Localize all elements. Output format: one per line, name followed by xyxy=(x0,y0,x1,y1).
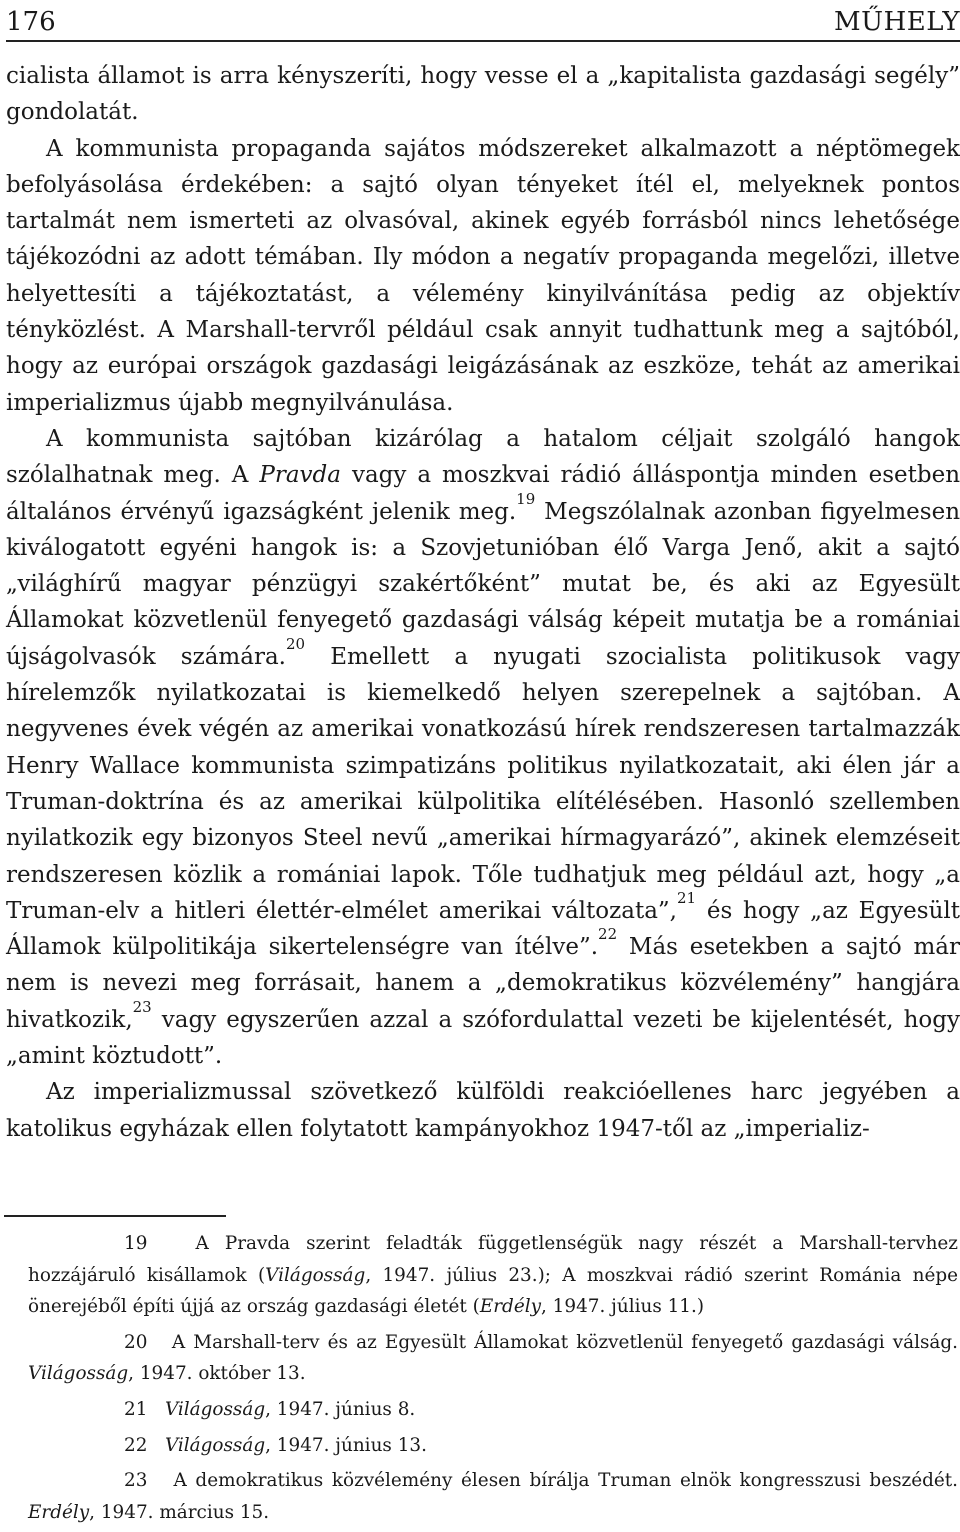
footnote-text: , 1947. október 13. xyxy=(128,1363,306,1385)
footnote-number: 22 xyxy=(124,1434,148,1456)
footnote-text: , 1947. június 8. xyxy=(265,1398,416,1420)
footnote-20 xyxy=(28,1327,958,1390)
footnote-number: 21 xyxy=(124,1398,148,1420)
footnote-ref-20[interactable]: 20 xyxy=(285,634,306,653)
footnote-21 xyxy=(28,1394,958,1426)
footnote-text: A demokratikus közvélemény élesen bírálja Truman elnök kongresszusi beszédét. xyxy=(173,1470,958,1492)
footnote-22 xyxy=(28,1430,958,1462)
footnote-text: A Pravda szerint feladták függetlenségük nagy részét a Marshall-tervhez hozzájáruló kisállamok ( xyxy=(28,1233,958,1286)
text-run: és hogy „az Egyesült Államok külpolitikája sikertelenségre van ítélve”. xyxy=(6,897,960,961)
footnote-ref-19[interactable]: 19 xyxy=(516,489,536,508)
footnotes xyxy=(28,1228,958,1532)
footnote-text: A Marshall-terv és az Egyesült Államokat közvetlenül fenyegető gazdasági válság. xyxy=(171,1331,958,1353)
footnote-text: , 1947. június 13. xyxy=(265,1434,427,1456)
footnote-number: 19 xyxy=(124,1233,148,1254)
italic-title: Világosság xyxy=(28,1363,129,1385)
footnote-rule xyxy=(4,1215,226,1217)
italic-title: Erdély xyxy=(28,1501,90,1523)
main-text xyxy=(6,58,960,1147)
italic-title: Világosság xyxy=(164,1398,266,1420)
paragraph-1: cialista államot is arra kényszeríti, hogy vesse el a „kapitalista gazdasági segély” gondolatát. xyxy=(6,63,960,126)
footnote-ref-23[interactable]: 23 xyxy=(132,997,152,1016)
footnote-text: , 1947. július 23.); A moszkvai rádió szerint Románia népe önerejéből építi újjá az ország gazdasági életét ( xyxy=(28,1264,958,1318)
text-run: Megszólalnak azonban figyelmesen kiválogatott egyéni hangok is: a Szovjetunióban élő Varga Jenő, akit a sajtó „világhírű magyar pénzügyi szakértőként” mutat be, és aki az Egyesült Államokat közvetlenül fenyegető gazdasági válság képeit mutatja be a romániai újságolvasók számára. xyxy=(6,498,960,670)
text-run: Emellett a nyugati szocialista politikusok vagy hírelemzők nyilatkozatai is kiemelkedő helyen szerepelnek a sajtóban. A negyvenes évek végén az amerikai vonatkozású hírek rendszeresen tartalmazzák Henry Wallace kommunista szimpatizáns politikus nyilatkozatait, aki élen jár a Truman-doktrína és az amerikai külpolitika elítélésében. Hasonló szellemben nyilatkozik egy bizonyos Steel nevű „amerikai hírmagyarázó”, akinek elemzéseit rendszeresen közlik a romániai lapok. Tőle tudhatjuk meg például azt, hogy „a Truman-elv a hitleri élettér-elmélet amerikai változata”, xyxy=(6,643,960,924)
paragraph-3 xyxy=(6,421,960,1074)
header-rule xyxy=(6,40,960,42)
paragraph-2: A kommunista propaganda sajátos módszereket alkalmazott a néptömegek befolyásolása érdekében: a sajtó olyan tényeket ítél el, melyeknek pontos tartalmát nem ismerteti az olvasóval, akinek egyéb forrásból nincs lehetősége tájékozódni az adott témában. Ily módon a negatív propaganda megelőzi, illetve helyettesíti a tájékoztatást, a vélemény kinyilvánítása pedig az objektív tényközlést. A Marshall-tervről például csak annyit tudhattunk meg a sajtóból, hogy az európai országok gazdasági leigázásának az eszköze, tehát az amerikai imperializmus újabb megnyilvánulása. xyxy=(6,135,960,416)
italic-title: Világosság xyxy=(164,1434,266,1456)
text-run: vagy a moszkvai rádió álláspontja minden esetben általános érvényű igazságként jelenik meg. xyxy=(6,462,960,525)
footnote-23 xyxy=(28,1465,958,1528)
paragraph-4: Az imperializmussal szövetkező külföldi reakcióellenes harc jegyében a katolikus egyházak ellen folytatott kampányokhoz 1947-től az „imperializ- xyxy=(6,1079,960,1142)
page-number: 176 xyxy=(6,7,56,37)
italic-title: Pravda xyxy=(259,462,341,489)
italic-title: Világosság xyxy=(265,1264,366,1286)
footnote-number: 23 xyxy=(124,1470,148,1492)
footnote-19 xyxy=(28,1228,958,1323)
text-run: Más esetekben a sajtó már nem is nevezi meg forrásait, hanem a „demokratikus közvélemény” hangjára hivatkozik, xyxy=(6,934,960,1033)
text-run: A kommunista sajtóban kizárólag a hatalom céljait szolgáló hangok szólalhatnak meg. A xyxy=(6,425,960,489)
footnote-text: , 1947. március 15. xyxy=(89,1501,270,1523)
text-run: vagy egyszerűen azzal a szófordulattal vezeti be kijelentését, hogy „amint köztudott”. xyxy=(6,1006,960,1070)
footnote-number: 20 xyxy=(124,1331,148,1353)
page-header xyxy=(6,4,960,40)
footnote-ref-22[interactable]: 22 xyxy=(598,925,618,944)
footnote-ref-21[interactable]: 21 xyxy=(677,888,697,907)
running-head: MŰHELY xyxy=(834,7,960,37)
italic-title: Erdély xyxy=(479,1296,541,1318)
footnote-text: , 1947. július 11.) xyxy=(540,1296,705,1318)
